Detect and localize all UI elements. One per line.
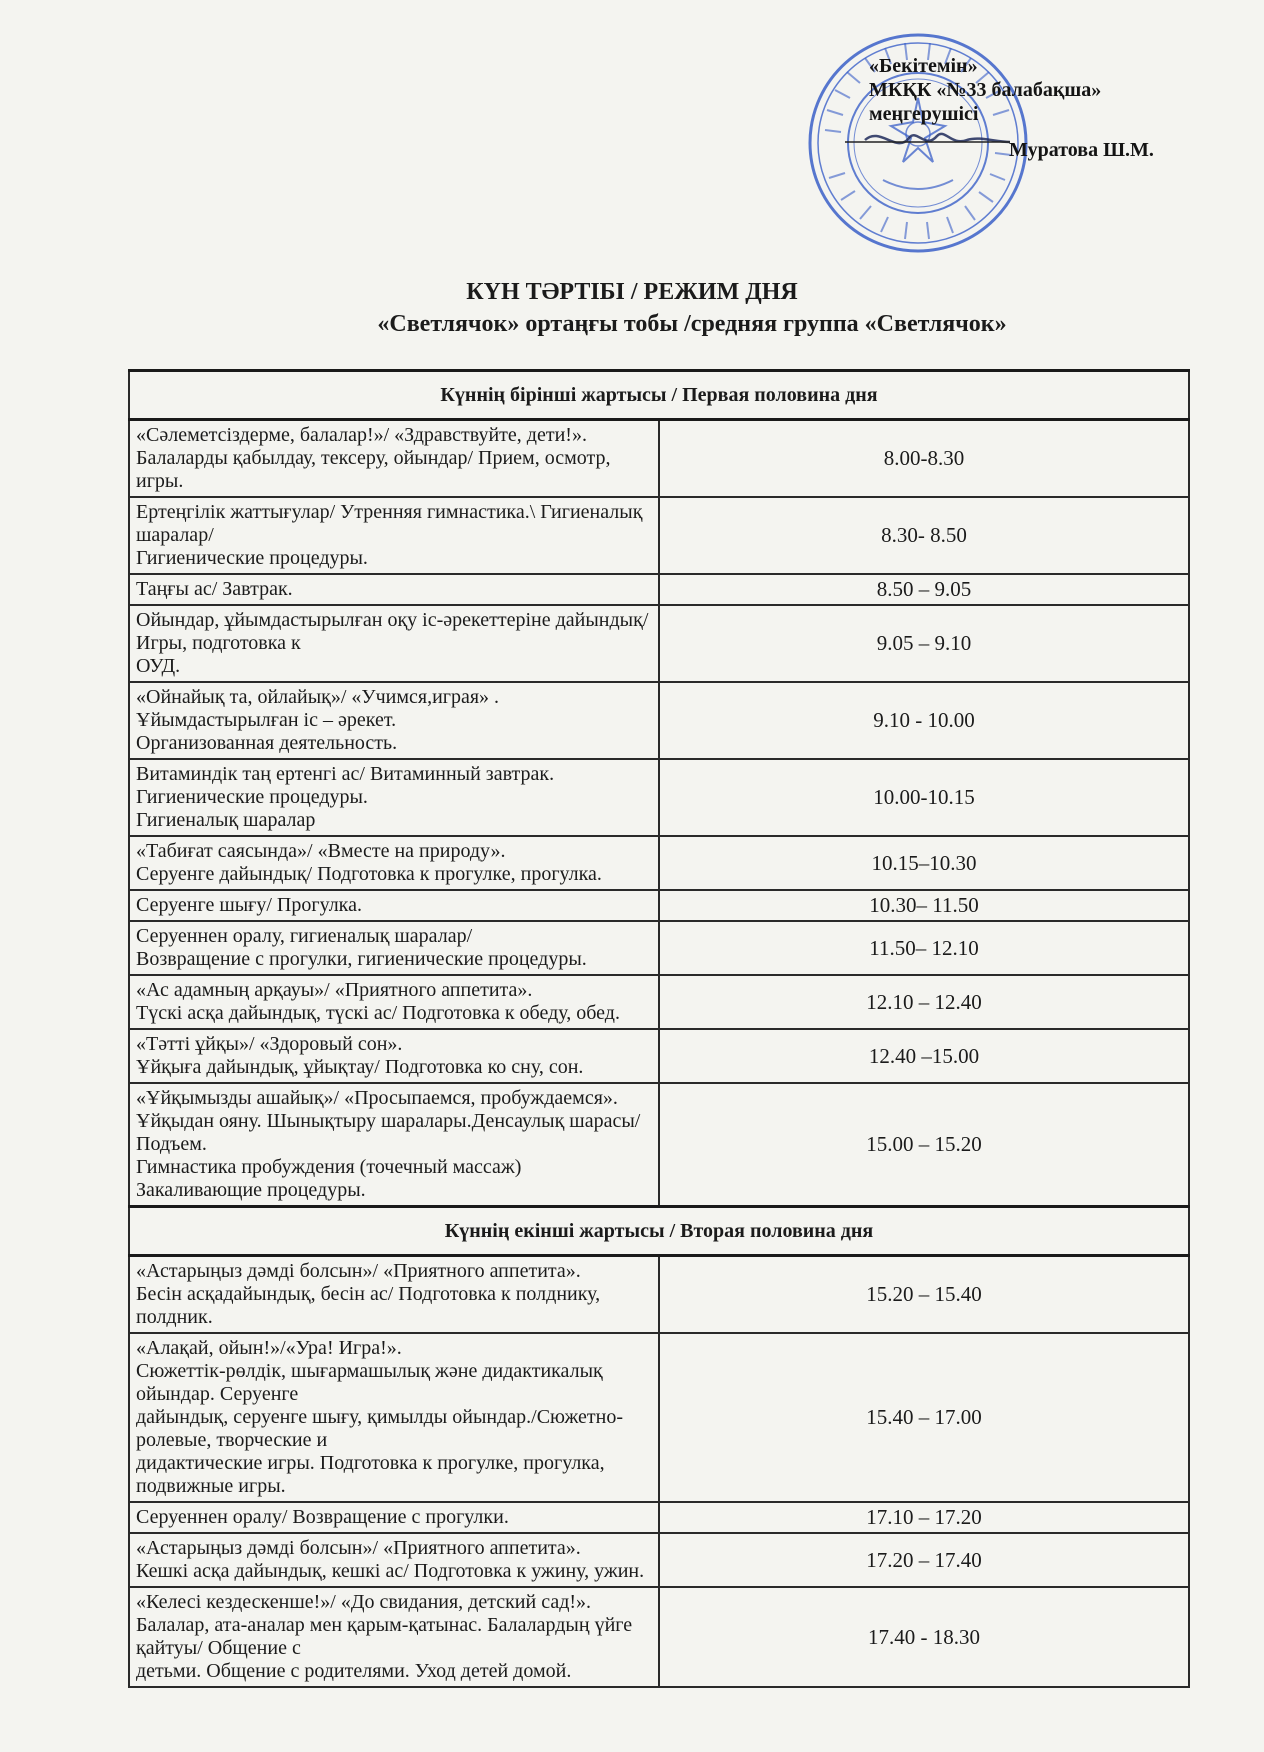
time-cell: 17.20 – 17.40: [659, 1533, 1189, 1587]
activity-cell: [129, 975, 659, 1029]
title-line-2: «Светлячок» ортаңғы тобы /средняя группа «Светлячок»: [377, 311, 1007, 337]
activity-line: «Келесі кездескенше!»/ «До свидания, детский сад!».: [136, 1591, 592, 1613]
schedule-row: [129, 836, 1189, 890]
activity-cell: [129, 1029, 659, 1083]
schedule-row: [129, 1587, 1189, 1687]
schedule-row: [129, 759, 1189, 836]
schedule-row: [129, 605, 1189, 682]
activity-cell: [129, 605, 659, 682]
activity-cell: [129, 682, 659, 759]
time-cell: 17.40 - 18.30: [659, 1587, 1189, 1687]
schedule-row: [129, 1083, 1189, 1207]
signatory-name: Муратова Ш.М.: [1009, 139, 1154, 161]
section-header-row: [129, 371, 1189, 420]
time-cell: 8.30- 8.50: [659, 497, 1189, 574]
activity-line: Түскі асқа дайындық, түскі ас/ Подготовка к обеду, обед.: [136, 1002, 620, 1024]
time-cell: 10.15–10.30: [659, 836, 1189, 890]
activity-line: «Ойнайық та, ойлайық»/ «Учимся,играя» . Ұйымдастырылған іс – әрекет.: [136, 686, 500, 731]
approval-line-2: МКҚК «№33 балабақша»: [869, 79, 1102, 101]
activity-cell: [129, 1502, 659, 1533]
activity-cell: [129, 497, 659, 574]
schedule-row: [129, 1533, 1189, 1587]
schedule-row: [129, 420, 1189, 498]
time-cell: 8.00-8.30: [659, 420, 1189, 498]
activity-line: «Ас адамның арқауы»/ «Приятного аппетита».: [136, 979, 533, 1001]
activity-line: Ертеңгілік жаттығулар/ Утренняя гимнастика.\ Гигиеналық шаралар/: [136, 501, 643, 546]
activity-line: Организованная деятельность.: [136, 732, 398, 754]
activity-line: «Тәтті ұйқы»/ «Здоровый сон».: [136, 1033, 403, 1055]
schedule-table: [128, 369, 1190, 1688]
schedule-row: [129, 890, 1189, 921]
activity-line: дайындық, серуенге шығу, қимылды ойындар./Сюжетно-ролевые, творческие и: [136, 1406, 624, 1451]
activity-line: «Астарыңыз дәмді болсын»/ «Приятного аппетита».: [136, 1260, 581, 1282]
schedule-row: [129, 1256, 1189, 1334]
activity-line: ОУД.: [136, 655, 181, 677]
section-header-row: [129, 1207, 1189, 1256]
time-cell: 11.50– 12.10: [659, 921, 1189, 975]
schedule-row: [129, 921, 1189, 975]
time-cell: 9.05 – 9.10: [659, 605, 1189, 682]
approval-line-1: «Бекітемін»: [869, 55, 978, 77]
time-cell: 15.40 – 17.00: [659, 1333, 1189, 1502]
activity-cell: [129, 759, 659, 836]
time-cell: 17.10 – 17.20: [659, 1502, 1189, 1533]
schedule-row: [129, 574, 1189, 605]
activity-line: «Астарыңыз дәмді болсын»/ «Приятного аппетита».: [136, 1537, 581, 1559]
activity-line: Возвращение с прогулки, гигиенические процедуры.: [136, 948, 587, 970]
activity-line: Балалар, ата-аналар мен қарым-қатынас. Балалардың үйге қайтуы/ Общение с: [136, 1614, 633, 1659]
activity-line: «Сәлеметсіздерме, балалар!»/ «Здравствуйте, дети!».: [136, 424, 587, 446]
schedule-row: [129, 975, 1189, 1029]
activity-line: Серуенге дайындық/ Подготовка к прогулке, прогулка.: [136, 863, 602, 885]
time-cell: 10.00-10.15: [659, 759, 1189, 836]
approval-block: [869, 54, 1199, 162]
schedule-row: [129, 682, 1189, 759]
activity-cell: [129, 1587, 659, 1687]
activity-cell: [129, 921, 659, 975]
activity-line: Серуеннен оралу/ Возвращение с прогулки.: [136, 1506, 509, 1528]
time-cell: 12.40 –15.00: [659, 1029, 1189, 1083]
activity-cell: [129, 574, 659, 605]
schedule-row: [129, 1502, 1189, 1533]
time-cell: 12.10 – 12.40: [659, 975, 1189, 1029]
activity-cell: [129, 890, 659, 921]
activity-cell: [129, 1083, 659, 1207]
activity-cell: [129, 420, 659, 498]
section-header: Күннің бірінші жартысы / Первая половина дня: [129, 371, 1189, 420]
activity-line: Бесін асқадайындық, бесін ас/ Подготовка к полднику, полдник.: [136, 1283, 601, 1328]
title-line-1: КҮН ТӘРТІБІ / РЕЖИМ ДНЯ: [466, 279, 798, 305]
activity-line: Ойындар, ұйымдастырылған оқу іс-әрекеттеріне дайындық/ Игры, подготовка к: [136, 609, 649, 654]
activity-line: Таңғы ас/ Завтрак.: [136, 578, 293, 600]
activity-line: Гигиенические процедуры.: [136, 547, 368, 569]
time-cell: 9.10 - 10.00: [659, 682, 1189, 759]
time-cell: 15.20 – 15.40: [659, 1256, 1189, 1334]
activity-line: «Алақай, ойын!»/«Ура! Игра!».: [136, 1337, 402, 1359]
schedule-row: [129, 1029, 1189, 1083]
activity-line: Витаминдік таң ертенгі ас/ Витаминный завтрак. Гигиенические процедуры.: [136, 763, 555, 808]
activity-line: «Табиғат саясында»/ «Вместе на природу».: [136, 840, 506, 862]
activity-line: Балаларды қабылдау, тексеру, ойындар/ Прием, осмотр, игры.: [136, 447, 611, 492]
approval-line-3: меңгерушісі: [869, 103, 979, 125]
activity-line: Серуеннен оралу, гигиеналық шаралар/: [136, 925, 473, 947]
activity-line: Серуенге шығу/ Прогулка.: [136, 894, 362, 916]
activity-line: Сюжеттік-рөлдік, шығармашылық және дидактикалық ойындар. Серуенге: [136, 1360, 603, 1405]
activity-cell: [129, 1256, 659, 1334]
activity-cell: [129, 836, 659, 890]
activity-line: Ұйқыға дайындық, ұйықтау/ Подготовка ко сну, сон.: [136, 1056, 584, 1078]
activity-line: дидактические игры. Подготовка к прогулке, прогулка, подвижные игры.: [136, 1452, 605, 1497]
time-cell: 10.30– 11.50: [659, 890, 1189, 921]
activity-line: Гимнастика пробуждения (точечный массаж) Закаливающие процедуры.: [136, 1156, 522, 1201]
schedule-row: [129, 497, 1189, 574]
activity-line: детьми. Общение с родителями. Уход детей домой.: [136, 1660, 572, 1682]
activity-line: «Ұйқымызды ашайық»/ «Просыпаемся, пробуждаемся».: [136, 1087, 618, 1109]
schedule-row: [129, 1333, 1189, 1502]
activity-cell: [129, 1533, 659, 1587]
time-cell: 8.50 – 9.05: [659, 574, 1189, 605]
document-title: [0, 276, 1264, 340]
activity-line: Кешкі асқа дайындық, кешкі ас/ Подготовка к ужину, ужин.: [136, 1560, 645, 1582]
activity-cell: [129, 1333, 659, 1502]
activity-line: Ұйқыдан ояну. Шынықтыру шаралары.Денсаулық шарасы/ Подъем.: [136, 1110, 641, 1155]
activity-line: Гигиеналық шаралар: [136, 809, 316, 831]
time-cell: 15.00 – 15.20: [659, 1083, 1189, 1207]
section-header: Күннің екінші жартысы / Вторая половина дня: [129, 1207, 1189, 1256]
